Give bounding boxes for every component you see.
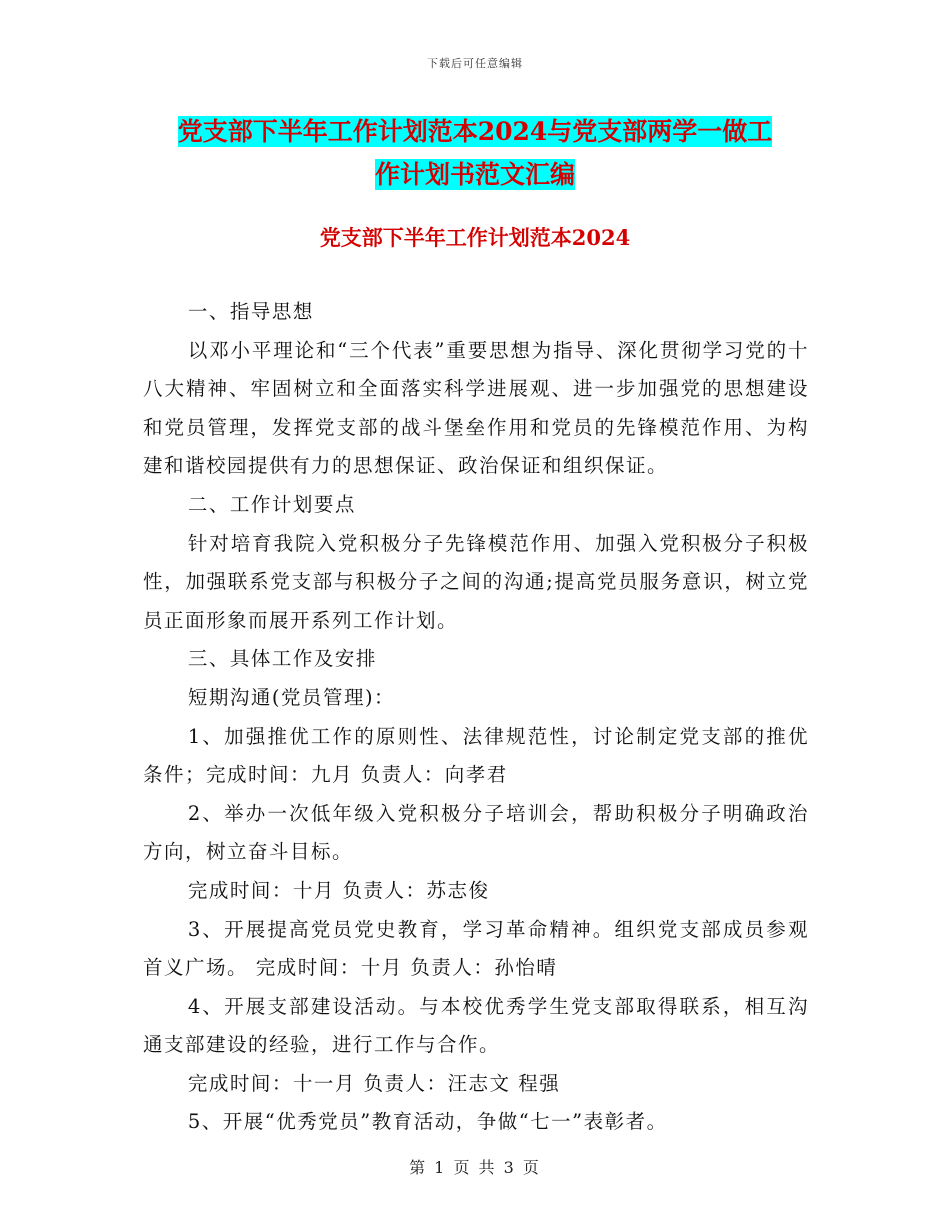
completion-note: 完成时间：十月 负责人：苏志俊 <box>187 878 490 902</box>
header-note: 下载后可任意编辑 <box>427 57 523 70</box>
document-body <box>143 293 809 1142</box>
section-title: 党支部下半年工作计划范本2024 <box>319 225 631 250</box>
paragraph: 以邓小平理论和“三个代表”重要思想为指导、深化贯彻学习党的十八大精神、牢固树立和全面落实科学进展观、进一步加强党的思想建设和党员管理，发挥党支部的战斗堡垒作用和党员的先锋模范作用、为构建和谐校园提供有力的思想保证、政治保证和组织保证。 <box>143 338 809 478</box>
heading-guiding-ideology: 一、指导思想 <box>187 300 314 323</box>
completion-note: 完成时间：十一月 负责人：汪志文 程强 <box>187 1071 561 1095</box>
title-line-2: 作计划书范文汇编 <box>374 160 575 189</box>
heading-specific-work: 三、具体工作及安排 <box>187 647 377 671</box>
list-item: 1、加强推优工作的原则性、法律规范性，讨论制定党支部的推优条件；完成时间：九月 负责人：向孝君 <box>143 724 809 787</box>
title-line-1: 党支部下半年工作计划范本2024与党支部两学一做工 <box>177 117 773 146</box>
list-item: 4、开展支部建设活动。与本校优秀学生党支部取得联系，相互沟通支部建设的经验，进行工作与合作。 <box>143 994 809 1057</box>
list-item: 3、开展提高党员党史教育，学习革命精神。组织党支部成员参观首义广场。 完成时间：十月 负责人：孙怡晴 <box>143 917 809 980</box>
paragraph: 针对培育我院入党积极分子先锋模范作用、加强入党积极分子积极性，加强联系党支部与积极分子之间的沟通;提高党员服务意识，树立党员正面形象而展开系列工作计划。 <box>143 531 809 632</box>
subheading-short-term: 短期沟通(党员管理)： <box>187 685 396 709</box>
list-item: 2、举办一次低年级入党积极分子培训会，帮助积极分子明确政治方向，树立奋斗目标。 <box>143 801 809 864</box>
page-footer: 第 1 页 共 3 页 <box>409 1158 541 1177</box>
list-item: 5、开展“优秀党员”教育活动，争做“七一”表彰者。 <box>187 1110 668 1134</box>
document-title <box>140 110 810 196</box>
heading-work-plan-points: 二、工作计划要点 <box>187 492 356 516</box>
